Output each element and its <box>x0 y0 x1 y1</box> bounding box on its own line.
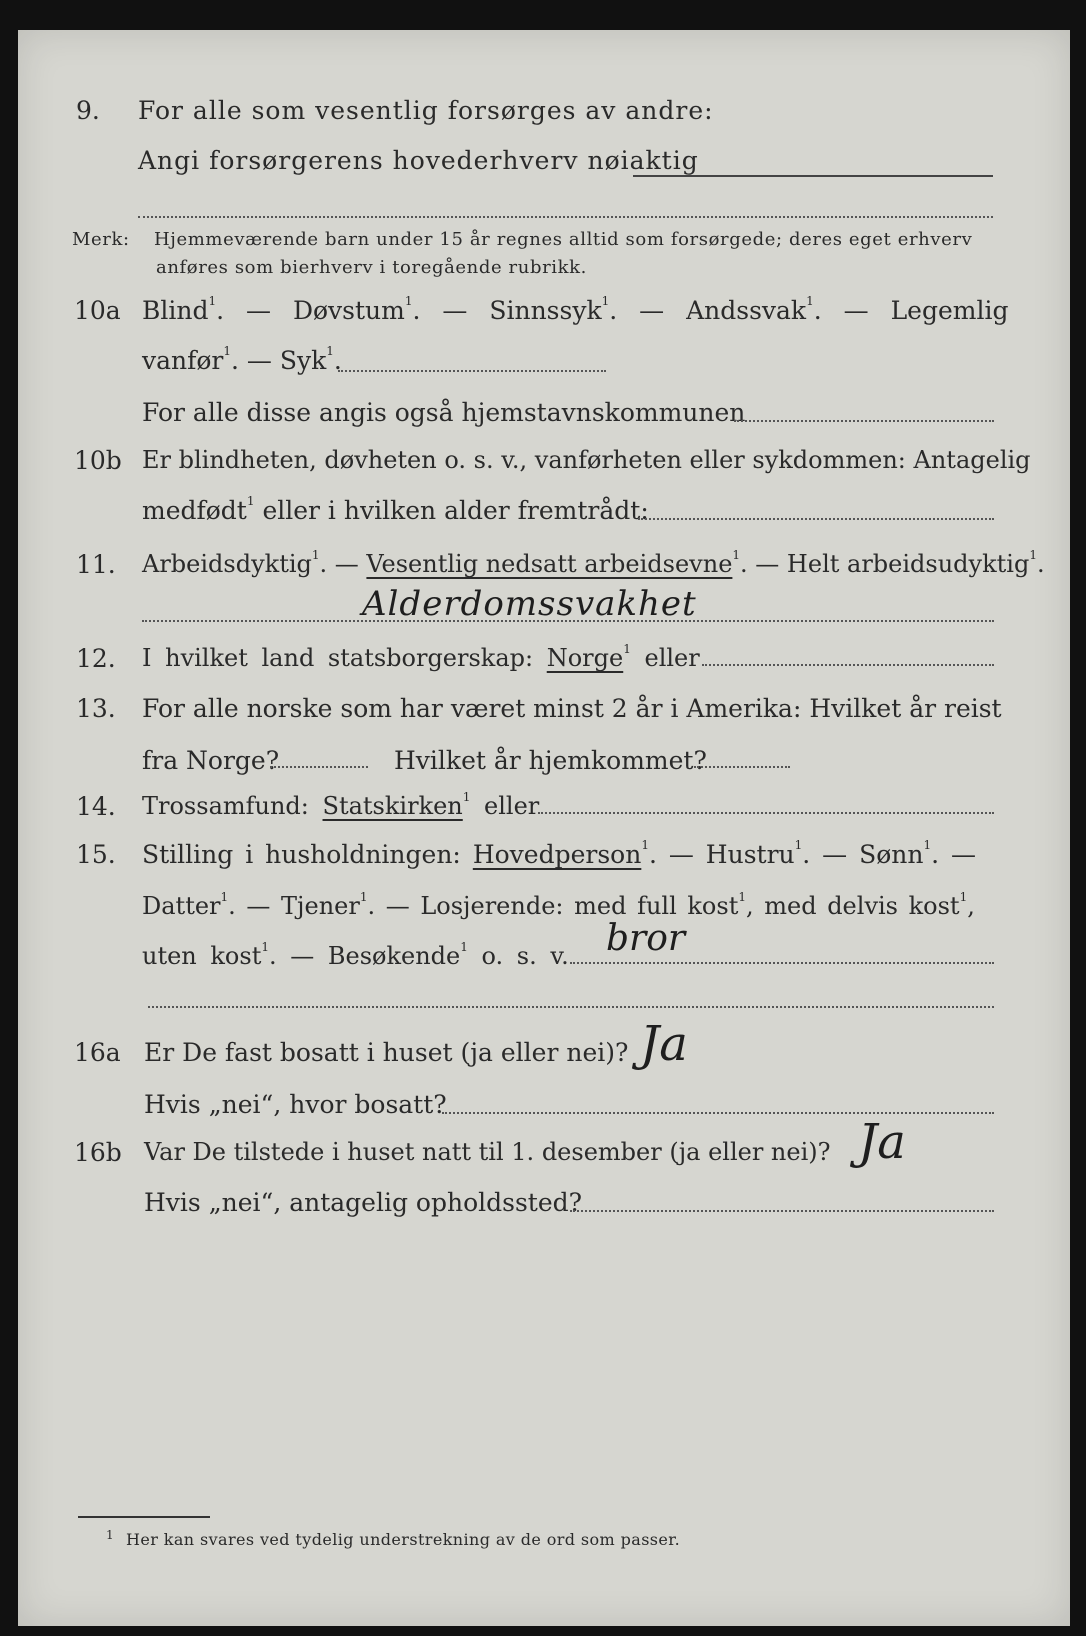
q10b-answer-line <box>638 518 994 520</box>
footnote-rule <box>78 1516 210 1518</box>
merk-note <box>72 226 972 282</box>
q15-line2: Datter$^1$. — Tjener$^1$. — Losjerende: med full kost$^1$, med delvis kost$^1$, <box>142 890 975 920</box>
q14-number: 14. <box>76 792 116 821</box>
q11-handwritten-answer: Alderdomssvakhet <box>362 584 697 624</box>
merk-line1: Hjemmeværende barn under 15 år regnes alltid som forsørgede; deres eget erhverv <box>154 229 973 250</box>
q16a-answer-line <box>442 1112 994 1114</box>
q16b-line1: Var De tilstede i huset natt til 1. desember (ja eller nei)? <box>144 1138 831 1166</box>
q14-answer-line <box>538 812 994 814</box>
q16a-line2: Hvis „nei“, hvor bosatt? <box>144 1090 447 1119</box>
q11-line1: Arbeidsdyktig$^1$. — Vesentlig nedsatt arbeidsevne$^1$. — Helt arbeidsudyktig$^1$. <box>142 548 1045 578</box>
q10a-line1: Blind$^1$. — Døvstum$^1$. — Sinnssyk$^1$. — Andssvak$^1$. — Legemlig <box>142 294 1009 325</box>
q10b-line2: medfødt$^1$ eller i hvilken alder fremtrådt: <box>142 494 649 525</box>
q9-line2: Angi forsørgerens hovederhverv nøiaktig <box>138 146 699 175</box>
q12-line: I hvilket land statsborgerskap: Norge$^1$ eller <box>142 642 700 672</box>
q10b-line1: Er blindheten, døvheten o. s. v., vanførheten eller sykdommen: Antagelig <box>142 446 1031 474</box>
merk-line2: anføres som bierhverv i toregående rubrikk. <box>156 257 587 278</box>
q13-number: 13. <box>76 694 116 723</box>
q13-line1: For alle norske som har været minst 2 år i Amerika: Hvilket år reist <box>142 694 1002 723</box>
q15-line3: uten kost$^1$. — Besøkende$^1$ o. s. v. <box>142 940 569 970</box>
q13-reist-answer-line <box>270 766 368 768</box>
q9-answer-line-2 <box>138 216 993 218</box>
q11-number: 11. <box>76 550 116 579</box>
q16b-number: 16b <box>74 1138 122 1167</box>
q9-line1: For alle som vesentlig forsørges av andre: <box>138 96 714 125</box>
q12-number: 12. <box>76 644 116 673</box>
q16a-number: 16a <box>74 1038 121 1067</box>
q13-line2a: fra Norge? <box>142 746 280 775</box>
q10a-line3: For alle disse angis også hjemstavnskommunen <box>142 398 746 427</box>
q16b-line2: Hvis „nei“, antagelig opholdssted? <box>144 1188 583 1217</box>
merk-label: Merk: <box>72 229 130 250</box>
q10a-syk-answer-line <box>338 370 606 372</box>
q16a-handwritten-answer: Ja <box>640 1016 688 1072</box>
q15-line1: Stilling i husholdningen: Hovedperson$^1$. — Hustru$^1$. — Sønn$^1$. — <box>142 838 977 869</box>
q16b-answer-line <box>570 1210 994 1212</box>
q15-handwritten-answer: bror <box>606 918 686 959</box>
q10b-number: 10b <box>74 446 122 475</box>
q10a-kommune-answer-line <box>734 420 994 422</box>
census-form-page <box>18 30 1070 1626</box>
q9-number: 9. <box>76 96 100 125</box>
q12-answer-line <box>702 664 994 666</box>
q10a-line2: vanfør$^1$. — Syk$^1$. <box>142 344 342 375</box>
q16a-line1: Er De fast bosatt i huset (ja eller nei)? <box>144 1038 629 1067</box>
q9-answer-line <box>633 175 993 177</box>
q15-answer-line-2 <box>148 1006 994 1008</box>
footnote-text: Her kan svares ved tydelig understrekning av de ord som passer. <box>126 1530 681 1549</box>
q13-line2b: Hvilket år hjemkommet? <box>394 746 707 775</box>
q14-line: Trossamfund: Statskirken$^1$ eller <box>142 790 540 820</box>
q10a-number: 10a <box>74 296 121 325</box>
footnote-mark: 1 <box>106 1528 115 1542</box>
q16b-handwritten-answer: Ja <box>858 1114 906 1170</box>
q15-answer-line <box>570 962 994 964</box>
q15-number: 15. <box>76 840 116 869</box>
q13-hjemkommet-answer-line <box>694 766 790 768</box>
